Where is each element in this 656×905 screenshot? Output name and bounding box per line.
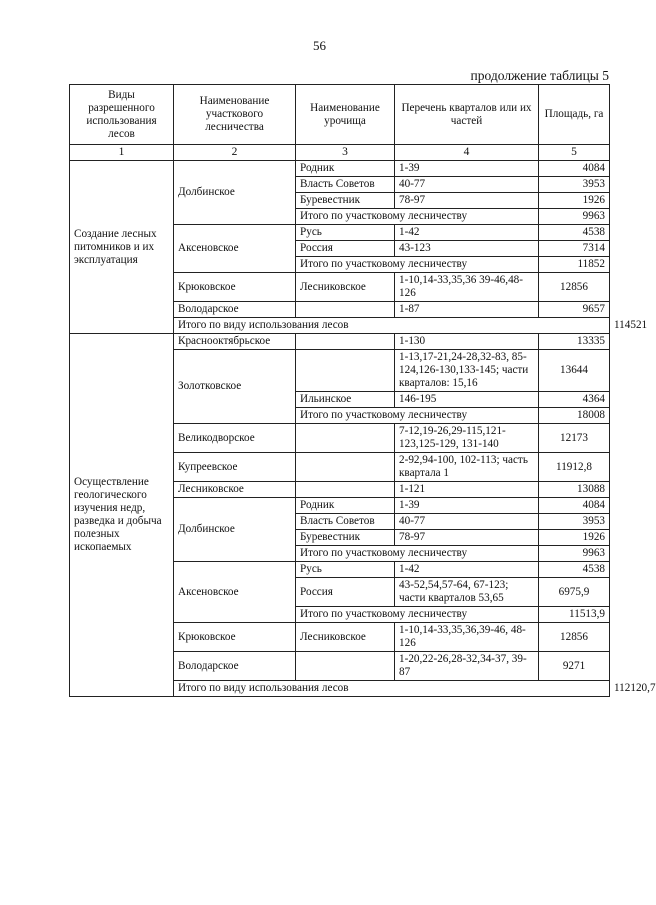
- tract-cell: Родник: [296, 161, 395, 177]
- subtotal-area: 18008: [539, 408, 610, 424]
- area-cell: 11912,8: [539, 453, 610, 482]
- section-total-label: Итого по виду использования лесов: [174, 681, 610, 697]
- tract-cell: Россия: [296, 241, 395, 257]
- area-cell: 13644: [539, 350, 610, 392]
- district-cell: Золотковское: [174, 350, 296, 424]
- area-cell: 6975,9: [539, 578, 610, 607]
- column-number: 1: [70, 145, 174, 161]
- tract-cell: Лесниковское: [296, 623, 395, 652]
- table-row: [70, 161, 610, 177]
- quarters-cell: 1-39: [395, 498, 539, 514]
- district-cell: Долбинское: [174, 161, 296, 225]
- area-cell: 1926: [539, 193, 610, 209]
- district-cell: Аксеновское: [174, 225, 296, 273]
- area-cell: 12173: [539, 424, 610, 453]
- quarters-cell: 1-13,17-21,24-28,32-83, 85-124,126-130,133-145; части кварталов: 15,16: [395, 350, 539, 392]
- tract-cell: Власть Советов: [296, 177, 395, 193]
- tract-cell: [296, 350, 395, 392]
- quarters-cell: 1-39: [395, 161, 539, 177]
- tract-cell: Русь: [296, 562, 395, 578]
- area-cell: 12856: [539, 273, 610, 302]
- area-cell: 4538: [539, 562, 610, 578]
- tract-cell: Русь: [296, 225, 395, 241]
- quarters-cell: 7-12,19-26,29-115,121-123,125-129, 131-140: [395, 424, 539, 453]
- area-cell: 13335: [539, 334, 610, 350]
- subtotal-area: 11852: [539, 257, 610, 273]
- header-cell: Перечень кварталов или их частей: [395, 85, 539, 145]
- area-cell: 12856: [539, 623, 610, 652]
- use-type-cell: Создание лесных питомников и их эксплуатация: [70, 161, 174, 334]
- district-cell: Долбинское: [174, 498, 296, 562]
- tract-cell: [296, 334, 395, 350]
- table-row: [70, 334, 610, 350]
- tract-cell: Лесниковское: [296, 273, 395, 302]
- subtotal-area: 9963: [539, 546, 610, 562]
- tract-cell: Россия: [296, 578, 395, 607]
- area-cell: 3953: [539, 514, 610, 530]
- district-cell: Великодворское: [174, 424, 296, 453]
- area-cell: 4364: [539, 392, 610, 408]
- quarters-cell: 1-42: [395, 225, 539, 241]
- quarters-cell: 40-77: [395, 177, 539, 193]
- table-continuation-caption: продолжение таблицы 5: [470, 68, 609, 83]
- subtotal-label: Итого по участковому лесничеству: [296, 408, 539, 424]
- quarters-cell: 1-10,14-33,35,36 39-46,48-126: [395, 273, 539, 302]
- quarters-cell: 1-130: [395, 334, 539, 350]
- tract-cell: Ильинское: [296, 392, 395, 408]
- area-cell: 1926: [539, 530, 610, 546]
- subtotal-label: Итого по участковому лесничеству: [296, 209, 539, 225]
- district-cell: Лесниковское: [174, 482, 296, 498]
- column-number: 3: [296, 145, 395, 161]
- tract-cell: [296, 482, 395, 498]
- quarters-cell: 1-121: [395, 482, 539, 498]
- tract-cell: [296, 302, 395, 318]
- subtotal-area: 9963: [539, 209, 610, 225]
- quarters-cell: 78-97: [395, 193, 539, 209]
- tract-cell: Буревестник: [296, 193, 395, 209]
- quarters-cell: 43-123: [395, 241, 539, 257]
- subtotal-area: 11513,9: [539, 607, 610, 623]
- quarters-cell: 1-87: [395, 302, 539, 318]
- district-cell: Краснооктябрьское: [174, 334, 296, 350]
- district-cell: Володарское: [174, 302, 296, 318]
- tract-cell: [296, 453, 395, 482]
- quarters-cell: 146-195: [395, 392, 539, 408]
- header-cell: Наименование урочища: [296, 85, 395, 145]
- district-cell: Володарское: [174, 652, 296, 681]
- column-number: 5: [539, 145, 610, 161]
- quarters-cell: 2-92,94-100, 102-113; часть квартала 1: [395, 453, 539, 482]
- area-cell: 4084: [539, 498, 610, 514]
- tract-cell: Власть Советов: [296, 514, 395, 530]
- quarters-cell: 78-97: [395, 530, 539, 546]
- tract-cell: [296, 424, 395, 453]
- district-cell: Аксеновское: [174, 562, 296, 623]
- area-cell: 3953: [539, 177, 610, 193]
- section-total-row: Итого по виду использования лесов 114521: [70, 318, 610, 334]
- district-cell: Крюковское: [174, 273, 296, 302]
- area-cell: 9657: [539, 302, 610, 318]
- quarters-cell: 40-77: [395, 514, 539, 530]
- quarters-cell: 1-20,22-26,28-32,34-37, 39-87: [395, 652, 539, 681]
- column-number: 2: [174, 145, 296, 161]
- district-cell: Крюковское: [174, 623, 296, 652]
- table-header-row: [70, 85, 610, 145]
- header-cell: Площадь, га: [539, 85, 610, 145]
- tract-cell: Родник: [296, 498, 395, 514]
- section-total-label: Итого по виду использования лесов: [174, 318, 610, 334]
- header-cell: Наименование участкового лесничества: [174, 85, 296, 145]
- quarters-cell: 1-10,14-33,35,36,39-46, 48-126: [395, 623, 539, 652]
- quarters-cell: 43-52,54,57-64, 67-123; части кварталов 53,65: [395, 578, 539, 607]
- subtotal-label: Итого по участковому лесничеству: [296, 607, 539, 623]
- area-cell: 4538: [539, 225, 610, 241]
- column-number-row: [70, 145, 610, 161]
- area-cell: 9271: [539, 652, 610, 681]
- subtotal-label: Итого по участковому лесничеству: [296, 257, 539, 273]
- area-cell: 7314: [539, 241, 610, 257]
- area-cell: 4084: [539, 161, 610, 177]
- header-cell: Виды разрешенного использования лесов: [70, 85, 174, 145]
- use-type-cell: Осуществление геологического изучения недр, разведка и добыча полезных ископаемых: [70, 334, 174, 697]
- quarters-cell: 1-42: [395, 562, 539, 578]
- section-total-row: Итого по виду использования лесов 112120,7: [70, 681, 610, 697]
- column-number: 4: [395, 145, 539, 161]
- tract-cell: Буревестник: [296, 530, 395, 546]
- page-number: 56: [313, 38, 326, 53]
- subtotal-label: Итого по участковому лесничеству: [296, 546, 539, 562]
- area-cell: 13088: [539, 482, 610, 498]
- forest-use-table: [69, 84, 656, 697]
- district-cell: Купреевское: [174, 453, 296, 482]
- tract-cell: [296, 652, 395, 681]
